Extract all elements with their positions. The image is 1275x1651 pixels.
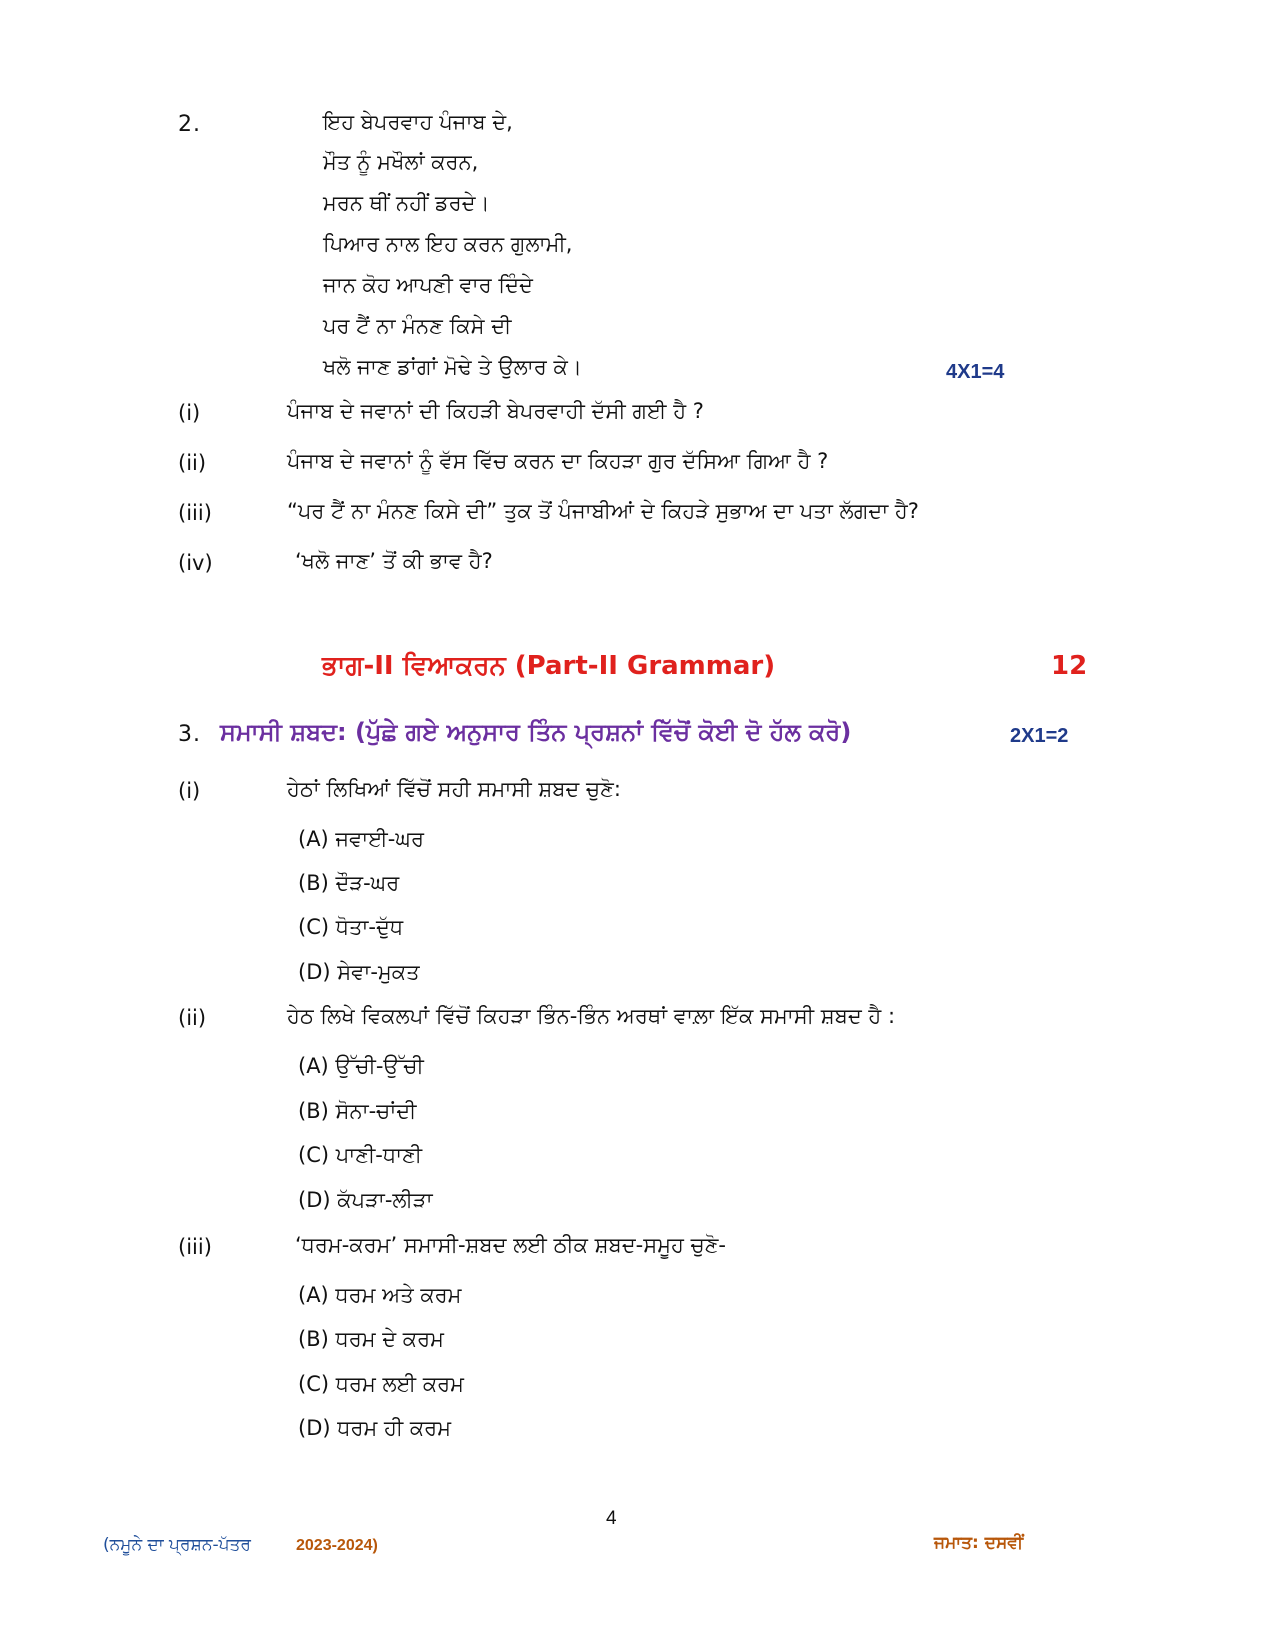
- subquestion-label: (iii): [178, 1235, 212, 1259]
- footer-left: (ਨਮੂਨੇ ਦਾ ਪ੍ਰਸ਼ਨ-ਪੱਤਰ: [103, 1535, 251, 1555]
- subquestion-text: ਪੰਜਾਬ ਦੇ ਜਵਾਨਾਂ ਨੂੰ ਵੱਸ ਵਿੱਚ ਕਰਨ ਦਾ ਕਿਹੜਾ ਗੁਰ ਦੱਸਿਆ ਗਿਆ ਹੈ ?: [287, 449, 829, 473]
- subquestion-text: ਹੇਠ ਲਿਖੇ ਵਿਕਲਪਾਂ ਵਿੱਚੋਂ ਕਿਹੜਾ ਭਿੰਨ-ਭਿੰਨ ਅਰਥਾਂ ਵਾਲ਼ਾ ਇੱਕ ਸਮਾਸੀ ਸ਼ਬਦ ਹੈ :: [287, 1004, 896, 1028]
- subquestion-label: (iv): [178, 551, 213, 575]
- option: (C) ਧਰਮ ਲਈ ਕਰਮ: [298, 1372, 464, 1396]
- poem-line: ਪਰ ਟੈਂ ਨਾ ਮੰਨਣ ਕਿਸੇ ਦੀ: [323, 314, 512, 338]
- poem-line: ਜਾਨ ਕੋਹ ਆਪਣੀ ਵਾਰ ਦਿੰਦੇ: [323, 273, 533, 297]
- part-marks: 12: [1051, 651, 1088, 681]
- marks-label: 4X1=4: [946, 361, 1005, 383]
- option: (B) ਸੋਨਾ-ਚਾਂਦੀ: [298, 1099, 417, 1123]
- part-heading: ਭਾਗ-II ਵਿਆਕਰਨ (Part-II Grammar): [322, 651, 776, 681]
- option: (A) ਉੱਚੀ-ਉੱਚੀ: [298, 1054, 424, 1078]
- option: (A) ਧਰਮ ਅਤੇ ਕਰਮ: [298, 1283, 462, 1307]
- footer-class: ਜਮਾਤ: ਦਸਵੀਂ: [934, 1533, 1024, 1553]
- subquestion-text: “ਪਰ ਟੈਂ ਨਾ ਮੰਨਣ ਕਿਸੇ ਦੀ” ਤੁਕ ਤੋਂ ਪੰਜਾਬੀਆਂ ਦੇ ਕਿਹੜੇ ਸੁਭਾਅ ਦਾ ਪਤਾ ਲੱਗਦਾ ਹੈ?: [287, 499, 919, 523]
- option: (A) ਜਵਾਈ-ਘਰ: [298, 827, 425, 851]
- subquestion-text: ‘ਧਰਮ-ਕਰਮ’ ਸਮਾਸੀ-ਸ਼ਬਦ ਲਈ ਠੀਕ ਸ਼ਬਦ-ਸਮੂਹ ਚੁਣੋ-: [295, 1233, 727, 1257]
- marks-label: 2X1=2: [1010, 725, 1069, 747]
- subquestion-label: (iii): [178, 501, 212, 525]
- poem-line: ਖਲੋ ਜਾਣ ਡਾਂਗਾਂ ਮੋਢੇ ਤੇ ਉਲਾਰ ਕੇ।: [323, 355, 582, 379]
- subquestion-label: (ii): [178, 451, 207, 475]
- page-number: 4: [606, 1508, 617, 1529]
- option: (D) ਧਰਮ ਹੀ ਕਰਮ: [298, 1416, 452, 1440]
- poem-line: ਇਹ ਬੇਪਰਵਾਹ ਪੰਜਾਬ ਦੇ,: [323, 110, 513, 134]
- subquestion-text: ‘ਖਲੋ ਜਾਣ’ ਤੋਂ ਕੀ ਭਾਵ ਹੈ?: [295, 549, 493, 573]
- poem-line: ਪਿਆਰ ਨਾਲ ਇਹ ਕਰਨ ਗੁਲਾਮੀ,: [323, 232, 573, 256]
- option: (B) ਦੌੜ-ਘਰ: [298, 871, 400, 895]
- question-heading: ਸਮਾਸੀ ਸ਼ਬਦ: (ਪੁੱਛੇ ਗਏ ਅਨੁਸਾਰ ਤਿੰਨ ਪ੍ਰਸ਼ਨਾਂ ਵਿੱਚੋਂ ਕੋਈ ਦੋ ਹੱਲ ਕਰੋ): [220, 718, 852, 746]
- question-number: 2.: [178, 112, 201, 137]
- subquestion-label: (ii): [178, 1006, 207, 1030]
- option: (D) ਸੇਵਾ-ਮੁਕਤ: [298, 960, 420, 984]
- subquestion-text: ਹੇਠਾਂ ਲਿਖਿਆਂ ਵਿੱਚੋਂ ਸਹੀ ਸਮਾਸੀ ਸ਼ਬਦ ਚੁਣੋ:: [287, 777, 621, 801]
- subquestion-text: ਪੰਜਾਬ ਦੇ ਜਵਾਨਾਂ ਦੀ ਕਿਹੜੀ ਬੇਪਰਵਾਹੀ ਦੱਸੀ ਗਈ ਹੈ ?: [287, 399, 704, 423]
- option: (C) ਪਾਣੀ-ਧਾਣੀ: [298, 1143, 423, 1167]
- subquestion-label: (i): [178, 401, 201, 425]
- option: (D) ਕੱਪੜਾ-ਲੀੜਾ: [298, 1188, 433, 1212]
- poem-line: ਮੌਤ ਨੂੰ ਮਖੌਲਾਂ ਕਰਨ,: [323, 150, 479, 174]
- poem-line: ਮਰਨ ਥੀਂ ਨਹੀਂ ਡਰਦੇ।: [323, 191, 490, 215]
- option: (B) ਧਰਮ ਦੇ ਕਰਮ: [298, 1327, 444, 1351]
- question-number: 3.: [178, 722, 201, 747]
- footer-year: 2023-2024): [296, 1537, 378, 1554]
- subquestion-label: (i): [178, 779, 201, 803]
- option: (C) ਧੋਤਾ-ਦੁੱਧ: [298, 915, 404, 939]
